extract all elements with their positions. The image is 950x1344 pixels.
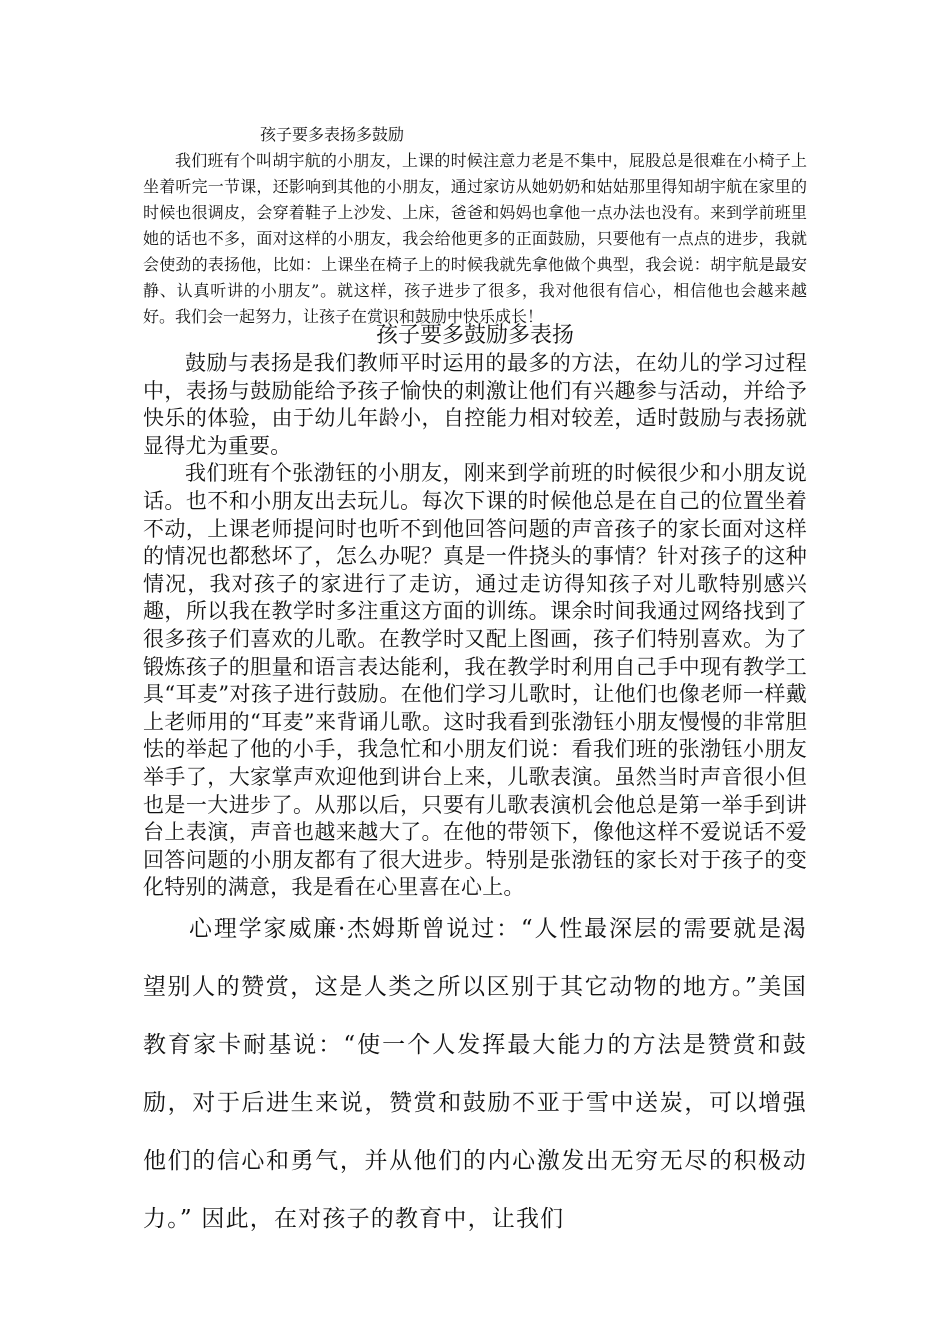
section-3 (143, 900, 807, 1248)
section-2-title: 孩子要多鼓励多表扬 (375, 323, 574, 348)
section-1-paragraph: 我们班有个叫胡宇航的小朋友，上课的时候注意力老是不集中，屁股总是很难在小椅子上坐着听完一节课，还影响到其他的小朋友，通过家访从她奶奶和姑姑那里得知胡宇航在家里的时候也很调皮，会穿着鞋子上沙发、上床，爸爸和妈妈也拿他一点办法也没有。来到学前班里她的话也不多，面对这样的小朋友，我会给他更多的正面鼓励，只要他有一点点的进步，我就会使劲的表扬他，比如：上课坐在椅子上的时候我就先拿他做个典型，我会说：胡宇航是最安静、认真听讲的小朋友”。就这样，孩子进步了很多，我对他很有信心，相信他也会越来越好。我们会一起努力，让孩子在赏识和鼓励中快乐成长！ (143, 151, 807, 326)
section-1-title: 孩子要多表扬多鼓励 (260, 125, 405, 144)
section-2-paragraph-1: 鼓励与表扬是我们教师平时运用的最多的方法，在幼儿的学习过程中，表扬与鼓励能给予孩子愉快的刺激让他们有兴趣参与活动，并给予快乐的体验，由于幼儿年龄小，自控能力相对较差，适时鼓励与表扬就显得尤为重要。 (143, 351, 807, 458)
section-2-paragraph-2: 我们班有个张渤钰的小朋友，刚来到学前班的时候很少和小朋友说话。也不和小朋友出去玩儿。每次下课的时候他总是在自己的位置坐着不动，上课老师提问时也听不到他回答问题的声音孩子的家长面对这样的情况也都愁坏了，怎么办呢？真是一件挠头的事情？针对孩子的这种情况，我对孩子的家进行了走访，通过走访得知孩子对儿歌特别感兴趣，所以我在教学时多注重这方面的训练。课余时间我通过网络找到了很多孩子们喜欢的儿歌。在教学时又配上图画，孩子们特别喜欢。为了锻炼孩子的胆量和语言表达能利，我在教学时利用自己手中现有教学工具“耳麦”对孩子进行鼓励。在他们学习儿歌时，让他们也像老师一样戴上老师用的“耳麦”来背诵儿歌。这时我看到张渤钰小朋友慢慢的非常胆怯的举起了他的小手，我急忙和小朋友们说：看我们班的张渤钰小朋友举手了，大家掌声欢迎他到讲台上来，儿歌表演。虽然当时声音很小但也是一大进步了。从那以后，只要有儿歌表演机会他总是第一举手到讲台上表演，声音也越来越大了。在他的带领下，像他这样不爱说话不爱回答问题的小朋友都有了很大进步。特别是张渤钰的家长对于孩子的变化特别的满意，我是看在心里喜在心上。 (143, 461, 807, 900)
section-2 (143, 322, 807, 902)
section-3-paragraph: 心理学家威廉·杰姆斯曾说过：“人性最深层的需要就是渴望别人的赞赏，这是人类之所以区别于其它动物的地方。”美国教育家卡耐基说：“使一个人发挥最大能力的方法是赞赏和鼓励，对于后进生来说，赞赏和鼓励不亚于雪中送炭，可以增强他们的信心和勇气，并从他们的内心激发出无穷无尽的积极动力。” 因此，在对孩子的教育中，让我们 (143, 916, 807, 1232)
section-1 (143, 122, 807, 330)
